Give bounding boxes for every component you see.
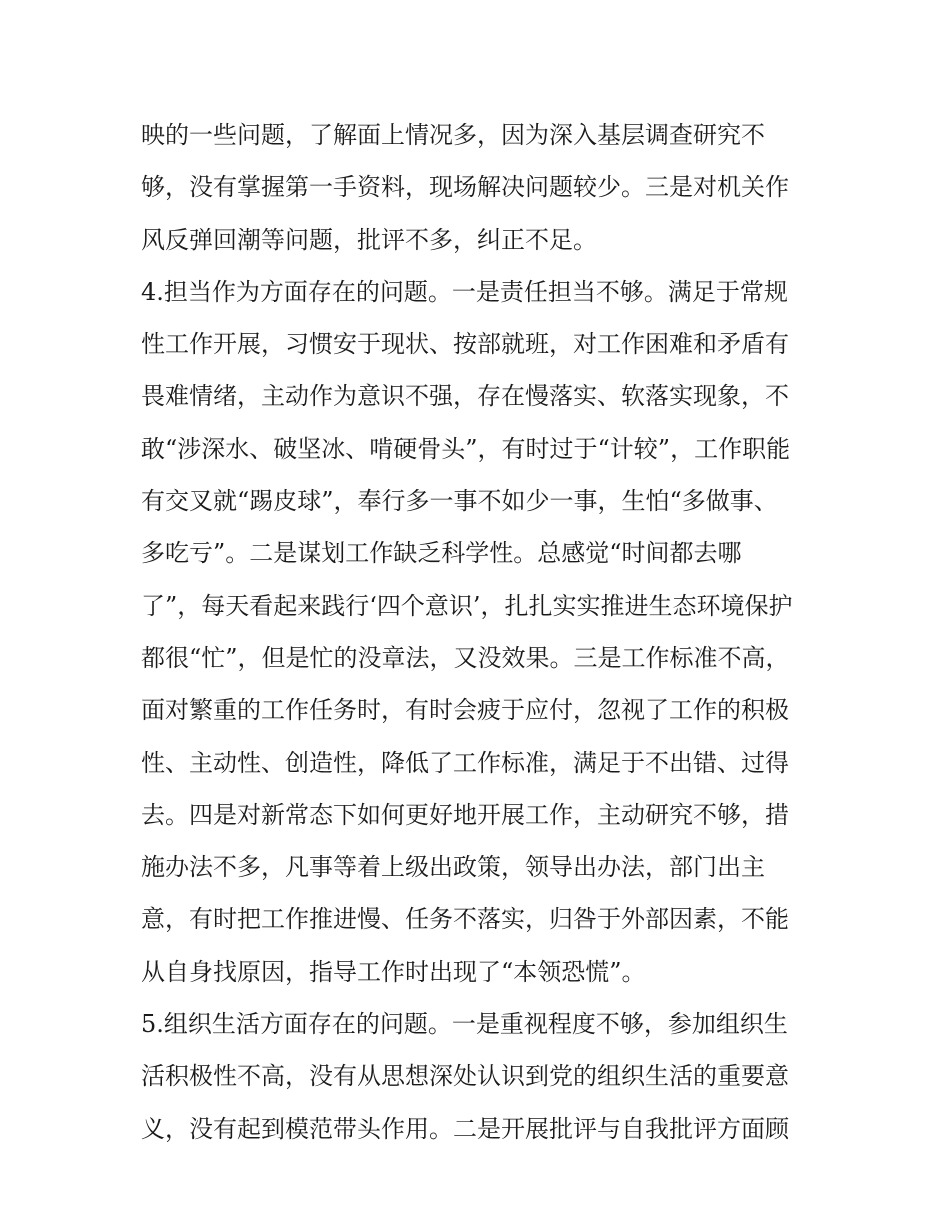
text-line: 敢“涉深水、破坚冰、啃硬骨头”，有时过于“计较”，工作职能	[141, 434, 791, 463]
text-line: 性工作开展，习惯安于现状、按部就班，对工作困难和矛盾有	[141, 330, 789, 359]
text-line: 映的一些问题，了解面上情况多，因为深入基层调查研究不	[141, 121, 765, 149]
text-line: 意，有时把工作推进慢、任务不落实，归咎于外部因素，不能	[141, 905, 789, 934]
section-heading-line: 5.组织生活方面存在的问题。一是重视程度不够，参加组织生	[141, 1010, 788, 1039]
text-line: 都很“忙”，但是忙的没章法，又没效果。三是工作标准不高，	[141, 643, 790, 672]
document-body	[141, 109, 821, 1155]
text-line: 活积极性不高，没有从思想深处认识到党的组织生活的重要意	[141, 1062, 789, 1091]
text-line: 面对繁重的工作任务时，有时会疲于应付，忽视了工作的积极	[141, 696, 789, 725]
text-line: 施办法不多，凡事等着上级出政策，领导出办法，部门出主	[141, 853, 765, 882]
text-line: 了”，每天看起来践行‘四个意识’，扎扎实实推进生态环境保护	[141, 591, 793, 620]
text-line: 义，没有起到模范带头作用。二是开展批评与自我批评方面顾	[141, 1114, 789, 1143]
text-line: 多吃亏”。二是谋划工作缺乏科学性。总感觉“时间都去哪	[141, 539, 742, 568]
text-line: 畏难情绪，主动作为意识不强，存在慢落实、软落实现象，不	[141, 382, 789, 411]
text-line: 有交叉就“踢皮球”，奉行多一事不如少一事，生怕“多做事、	[141, 487, 778, 516]
text-line: 去。四是对新常态下如何更好地开展工作，主动研究不够，措	[141, 800, 789, 829]
section-heading-line: 4.担当作为方面存在的问题。一是责任担当不够。满足于常规	[141, 277, 788, 306]
text-line: 从自身找原因，指导工作时出现了“本领恐慌”。	[141, 957, 646, 986]
text-line: 够，没有掌握第一手资料，现场解决问题较少。三是对机关作	[141, 173, 789, 202]
text-line: 风反弹回潮等问题，批评不多，纠正不足。	[141, 225, 597, 254]
text-line: 性、主动性、创造性，降低了工作标准，满足于不出错、过得	[141, 748, 789, 777]
